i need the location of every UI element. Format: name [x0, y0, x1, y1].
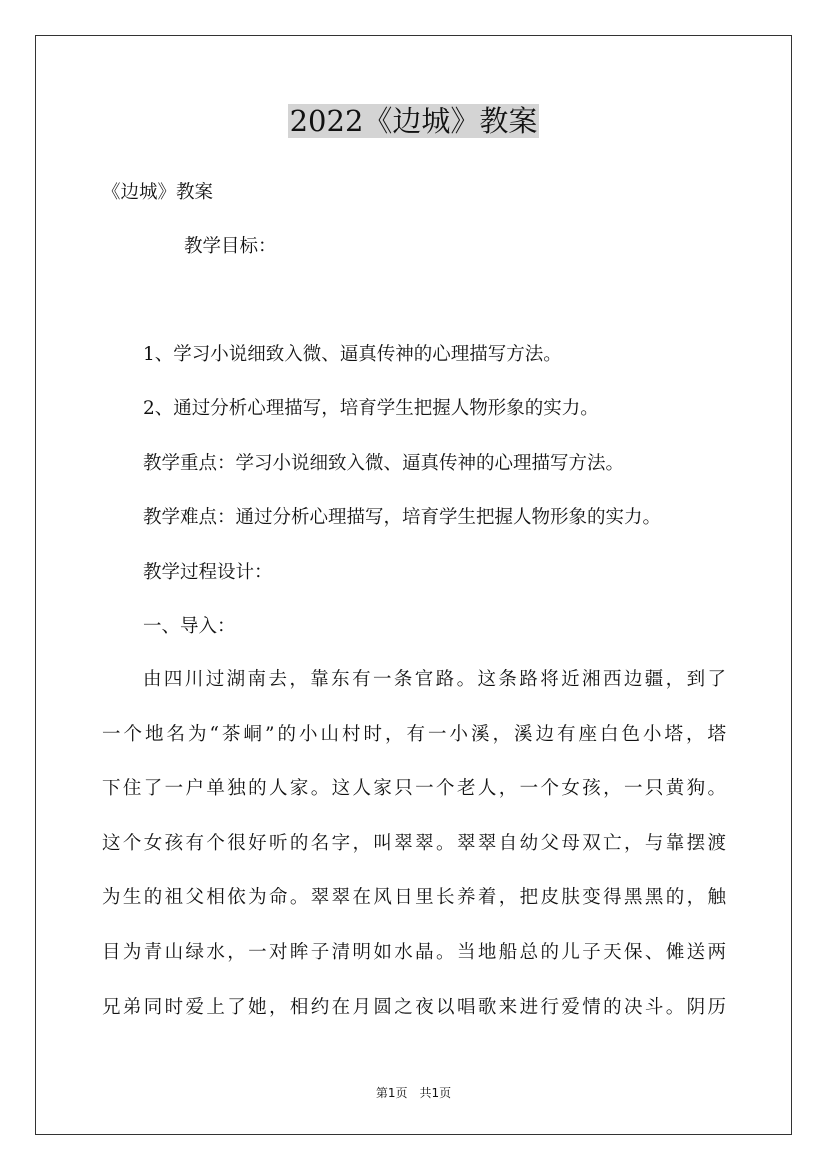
paragraph-line: 兄弟同时爱上了她，相约在月圆之夜以唱歌来进行爱情的决斗。阴历	[102, 996, 726, 1018]
page-footer: 第1页 共1页	[375, 1086, 452, 1100]
paragraph-line: 这个女孩有个很好听的名字，叫翠翠。翠翠自幼父母双亡，与靠摆渡	[102, 832, 726, 854]
document-title: 2022《边城》教案	[289, 104, 538, 138]
introduction-paragraph	[102, 667, 726, 1049]
teaching-key-point: 教学重点：学习小说细致入微、逼真传神的心理描写方法。	[143, 453, 625, 474]
introduction-heading: 一、导入：	[143, 616, 236, 637]
process-design-heading: 教学过程设计：	[143, 562, 273, 583]
goal-item-1: 1、学习小说细致入微、逼真传神的心理描写方法。	[143, 344, 562, 365]
paragraph-line: 下住了一户单独的人家。这人家只一个老人，一个女孩，一只黄狗。	[102, 778, 726, 800]
teaching-goals-heading: 教学目标：	[184, 236, 277, 257]
paragraph-line: 目为青山绿水，一对眸子清明如水晶。当地船总的儿子天保、傩送两	[102, 941, 726, 963]
teaching-difficulty: 教学难点：通过分析心理描写，培育学生把握人物形象的实力。	[143, 507, 662, 528]
document-subtitle: 《边城》教案	[102, 182, 214, 203]
paragraph-line: 由四川过湖南去，靠东有一条官路。这条路将近湘西边疆，到了	[143, 669, 726, 690]
paragraph-line: 一个地名为“茶峒”的小山村时，有一小溪，溪边有座白色小塔，塔	[102, 723, 726, 745]
goal-item-2: 2、通过分析心理描写，培育学生把握人物形象的实力。	[143, 398, 599, 419]
paragraph-line: 为生的祖父相依为命。翠翠在风日里长养着，把皮肤变得黑黑的，触	[102, 887, 726, 909]
